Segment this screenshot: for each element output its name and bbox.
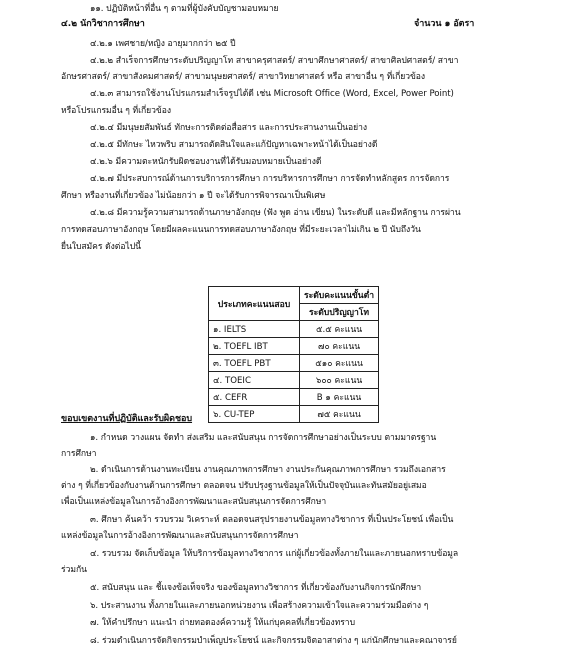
table-cell-score: ๕.๕ คะแนน: [300, 321, 379, 338]
section-title: ๔.๒ นักวิชาการศึกษา: [61, 19, 145, 29]
table-row: [209, 355, 379, 372]
qualification-item: ๔.๒.๘ มีความรู้ความสามารถด้านภาษาอังกฤษ (ฟัง พูด อ่าน เขียน) ในระดับดี และมีหลักฐาน การผ่าน: [90, 208, 461, 218]
scope-item-cont: การศึกษา: [61, 449, 97, 459]
table-cell-score: ๕๑๐ คะแนน: [300, 355, 379, 372]
previous-duty-line: ๑๑. ปฏิบัติหน้าที่อื่น ๆ ตามที่ผู้บังคับบัญชามอบหมาย: [90, 4, 279, 14]
qualification-item-cont: หรือโปรแกรมอื่น ๆ ที่เกี่ยวข้อง: [61, 106, 172, 116]
table-cell-score: ๗๐ คะแนน: [300, 338, 379, 355]
scope-title: ขอบเขตงานที่ปฏิบัติและรับผิดชอบ: [61, 414, 193, 424]
qualification-item-cont: ศึกษา หรืองานที่เกี่ยวข้อง ไม่น้อยกว่า ๑ ปี จะได้รับการพิจารณาเป็นพิเศษ: [61, 191, 326, 201]
scope-item-cont: แหล่งข้อมูลในการอ้างอิงการพัฒนาและสนับสนุนการจัดการศึกษา: [61, 531, 299, 541]
table-cell-score: B ๑ คะแนน: [300, 389, 379, 406]
table-cell-test: ๖. CU-TEP: [209, 406, 300, 423]
table-cell-test: ๒. TOEFL IBT: [209, 338, 300, 355]
table-header-row: [209, 287, 379, 304]
qualification-item: ๔.๒.๑ เพศชาย/หญิง อายุมากกว่า ๒๕ ปี: [90, 39, 236, 49]
qualification-item: ๔.๒.๖ มีความตะหนักรับผิดชอบงานที่ได้รับมอบหมายเป็นอย่างดี: [90, 157, 322, 167]
table-header-degree-level: ระดับปริญญาโท: [300, 304, 379, 321]
scope-item-cont: ต่าง ๆ ที่เกี่ยวข้องกับงานด้านการศึกษา ตลอดจน ปรับปรุงฐานข้อมูลให้เป็นปัจจุบันและทันสมัยอยู่เสมอ: [61, 481, 427, 491]
table-cell-test: ๔. TOEIC: [209, 372, 300, 389]
english-score-table: [208, 286, 379, 423]
scope-item: ๔. รวบรวม จัดเก็บข้อมูล ให้บริการข้อมูลทางวิชาการ แก่ผู้เกี่ยวข้องทั้งภายในและภายนอกทราบข้อมูล: [90, 549, 459, 559]
table-row: [209, 406, 379, 423]
table-row: [209, 389, 379, 406]
table-cell-test: ๕. CEFR: [209, 389, 300, 406]
position-count: จำนวน ๑ อัตรา: [414, 19, 475, 29]
scope-item: ๗. ให้คำปรึกษา แนะนำ ถ่ายทอดองค์ความรู้ ให้แก่บุคคลที่เกี่ยวข้องทราบ: [90, 618, 355, 628]
table-row: [209, 372, 379, 389]
scope-item-cont: ร่วมกัน: [61, 565, 87, 575]
scope-item: ๓. ศึกษา ค้นคว้า รวบรวม วิเคราะห์ ตลอดจนสรุปรายงานข้อมูลทางวิชาการ ที่เป็นประโยชน์ เพื่อเป็น: [90, 515, 454, 525]
qualification-item-cont: ยื่นใบสมัคร ดังต่อไปนี้: [61, 242, 141, 252]
qualification-item: ๔.๒.๕ มีทักษะ ไหวพริบ สามารถตัดสินใจและแก้ปัญหาเฉพาะหน้าได้เป็นอย่างดี: [90, 140, 378, 150]
table-row: [209, 338, 379, 355]
table-cell-score: ๖๐๐ คะแนน: [300, 372, 379, 389]
scope-item: ๑. กำหนด วางแผน จัดทำ ส่งเสริม และสนับสนุน การจัดการศึกษาอย่างเป็นระบบ ตามมาตรฐาน: [90, 433, 437, 443]
table-header-test-type: ประเภทคะแนนสอบ: [209, 287, 300, 321]
qualification-item-cont: การทดสอบภาษาอังกฤษ โดยมีผลคะแนนการทดสอบภาษาอังกฤษ ที่มีระยะเวลาไม่เกิน ๒ ปี นับถึงวัน: [61, 225, 421, 235]
qualification-item: ๔.๒.๓ สามารถใช้งานโปรแกรมสำเร็จรูปได้ดี เช่น Microsoft Office (Word, Excel, Power Point): [90, 89, 454, 99]
scope-item: ๕. สนับสนุน และ ชี้แจงข้อเท็จจริง ของข้อมูลทางวิชาการ ที่เกี่ยวข้องกับงานกิจการนักศึกษา: [90, 583, 422, 593]
table-cell-score: ๗๕ คะแนน: [300, 406, 379, 423]
qualification-item: ๔.๒.๒ สำเร็จการศึกษาระดับปริญญาโท สาขาครุศาสตร์/ สาขาศึกษาศาสตร์/ สาขาศิลปศาสตร์/ สาขา: [90, 56, 459, 66]
scope-item-cont: เพื่อเป็นแหล่งข้อมูลในการอ้างอิงการพัฒนาและสนับสนุนการจัดการศึกษา: [61, 497, 327, 507]
qualification-item: ๔.๒.๗ มีประสบการณ์ด้านการบริการการศึกษา การบริหารการศึกษา การจัดทำหลักสูตร การจัดการ: [90, 174, 450, 184]
scope-item: ๘. ร่วมดำเนินการจัดกิจกรรมบำเพ็ญประโยชน์ และกิจกรรมจิตอาสาต่าง ๆ แก่นักศึกษาและคณาจารย์: [90, 636, 457, 646]
qualification-item-cont: อักษรศาสตร์/ สาขาสังคมศาสตร์/ สาขามนุษยศาสตร์/ สาขาวิทยาศาสตร์ หรือ สาขาอื่น ๆ ที่เกี่ยวข้อง: [61, 72, 426, 82]
table-row: [209, 321, 379, 338]
table-header-min-score: ระดับคะแนนขั้นต่ำ: [300, 287, 379, 304]
scope-item: ๖. ประสานงาน ทั้งภายในและภายนอกหน่วยงาน เพื่อสร้างความเข้าใจและความร่วมมือต่าง ๆ: [90, 601, 429, 611]
table-cell-test: ๓. TOEFL PBT: [209, 355, 300, 372]
qualification-item: ๔.๒.๔ มีมนุษยสัมพันธ์ ทักษะการติดต่อสื่อสาร และการประสานงานเป็นอย่าง: [90, 123, 368, 133]
scope-item: ๒. ดำเนินการด้านงานทะเบียน งานคุณภาพการศึกษา งานประกันคุณภาพการศึกษา รวมถึงเอกสาร: [90, 465, 446, 475]
table-cell-test: ๑. IELTS: [209, 321, 300, 338]
